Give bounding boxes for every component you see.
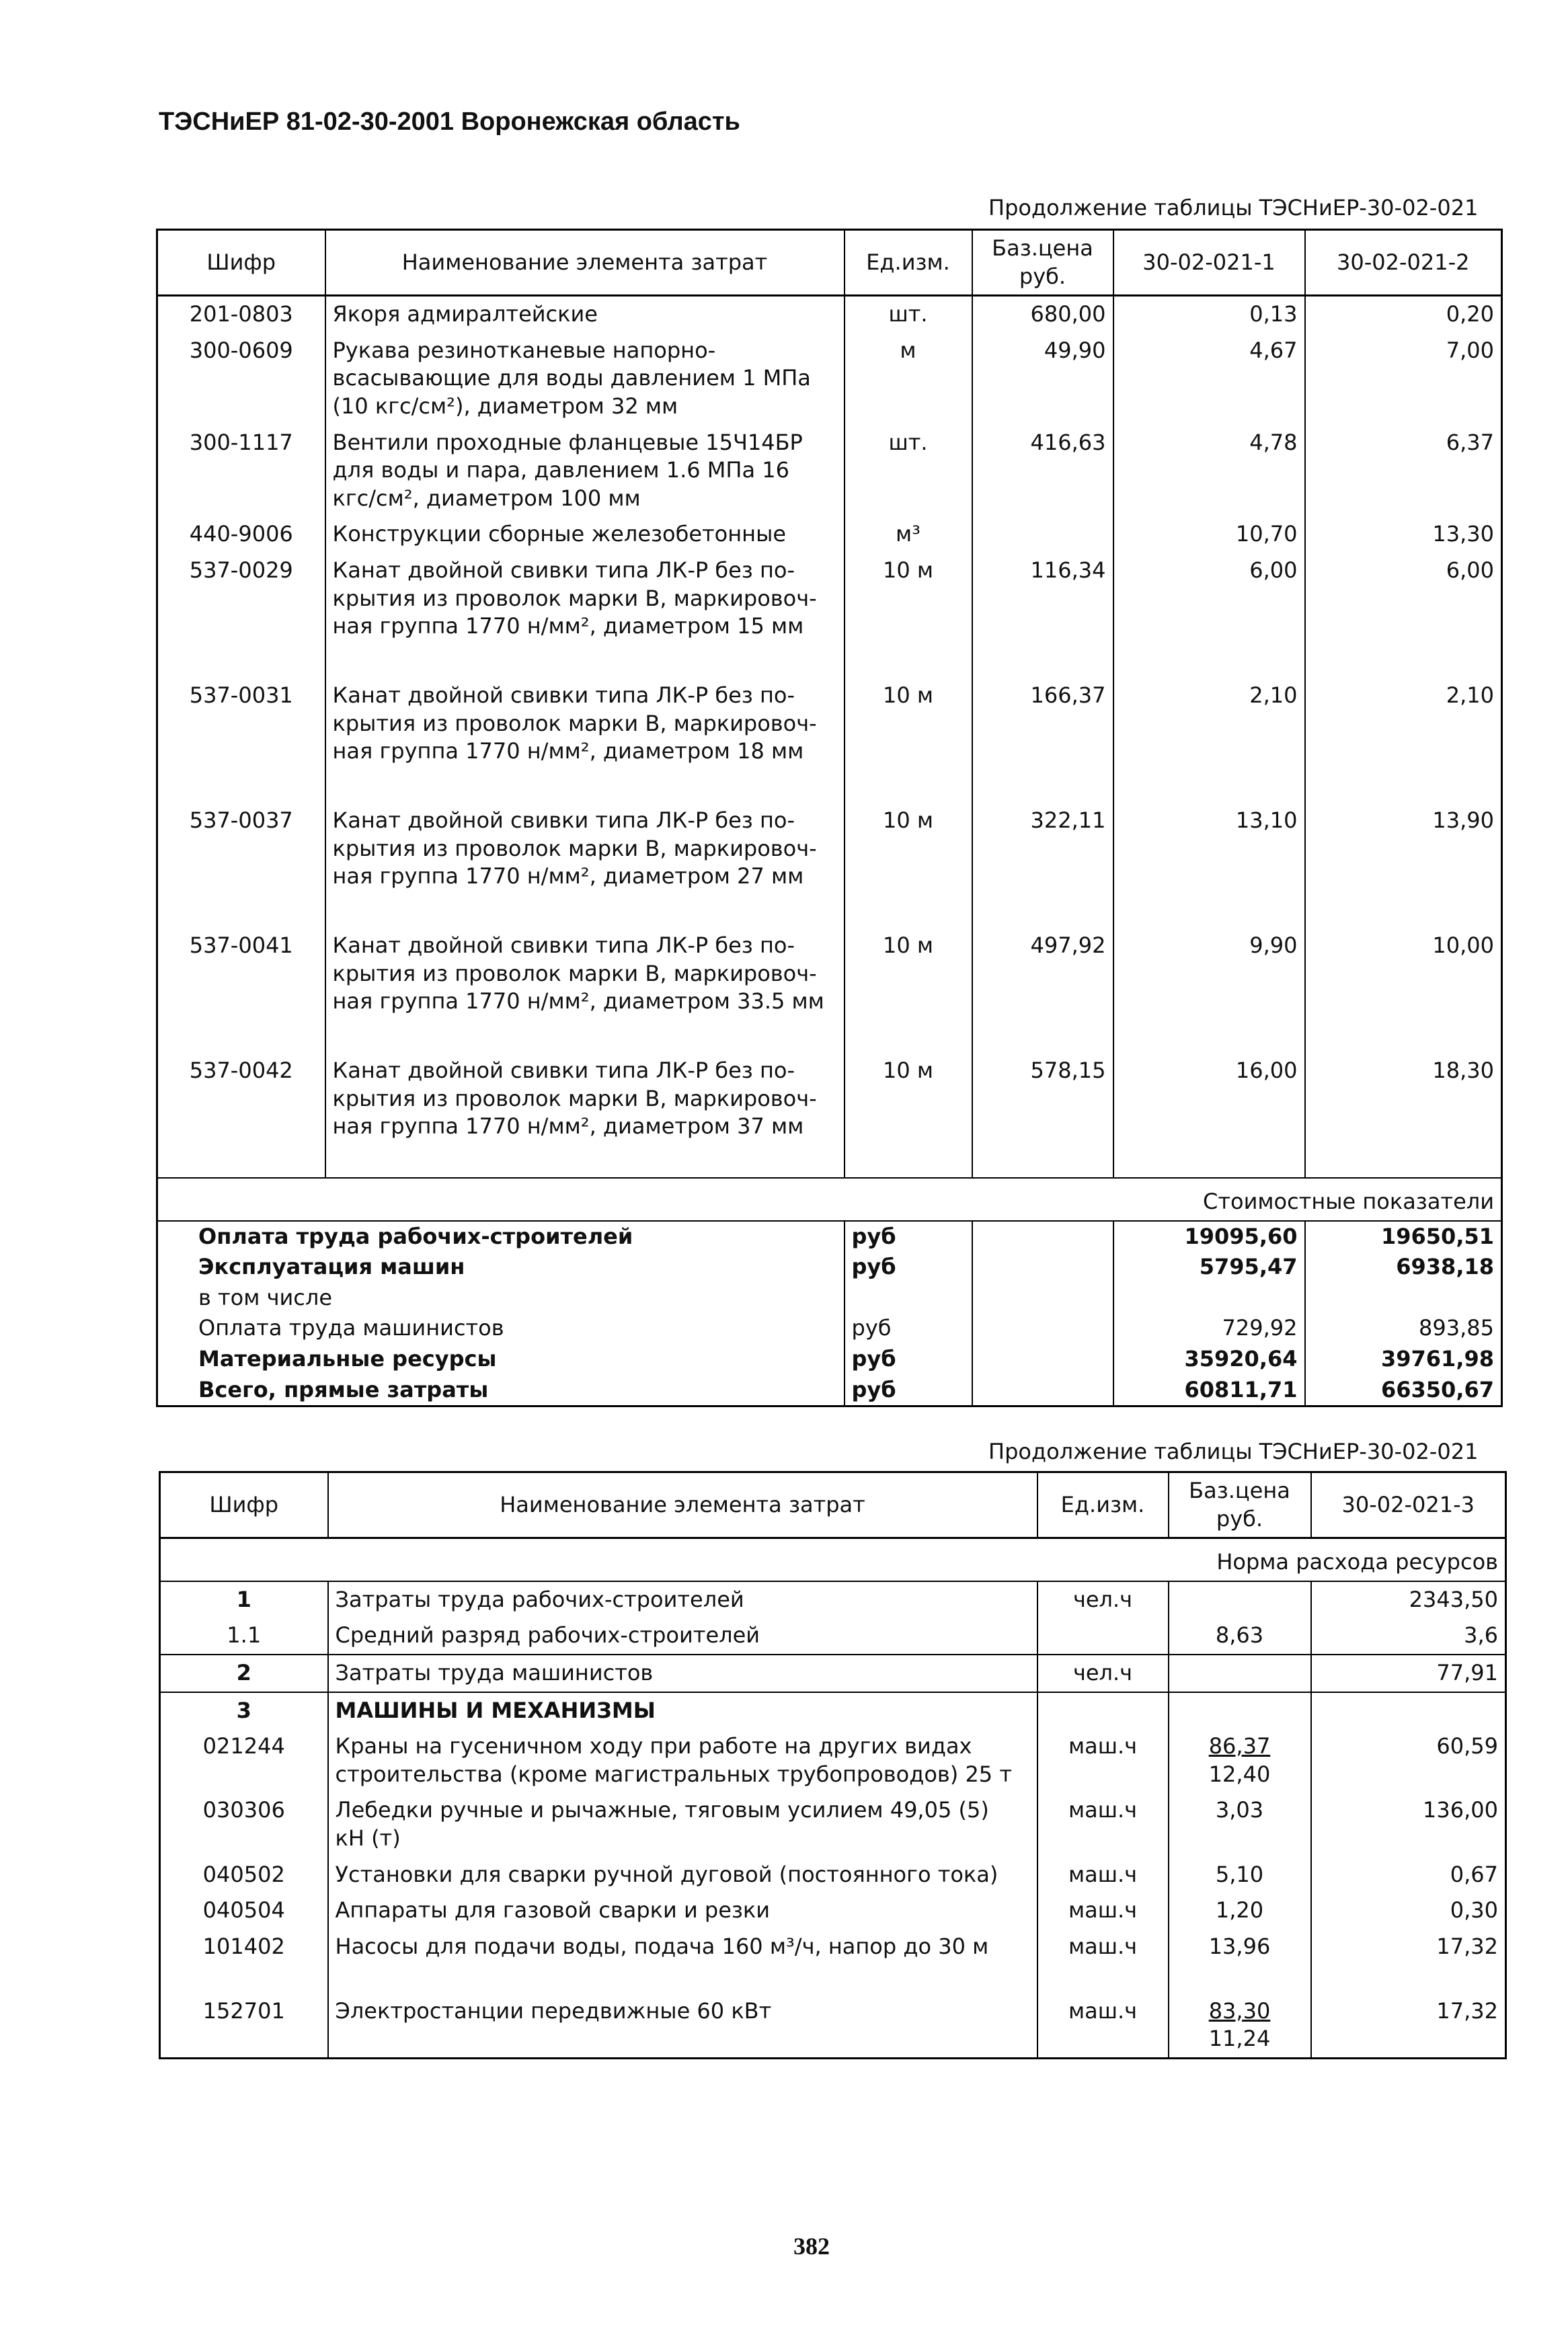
row-name: Насосы для подачи воды, подача 160 м³/ч, напор до 30 м bbox=[328, 1929, 1037, 1993]
row-name: Аппараты для газовой сварки и резки bbox=[328, 1893, 1037, 1929]
row-price: 116,34 bbox=[972, 553, 1113, 678]
row-value-1: 16,00 bbox=[1113, 1053, 1305, 1178]
table-row bbox=[160, 1618, 1506, 1655]
row-name: Конструкции сборные железобетонные bbox=[325, 516, 845, 553]
row-name: Вентили проходные фланцевые 15Ч14БР для воды и пара, давлением 1.6 МПа 16 кгс/см², диаметром 100 мм bbox=[325, 425, 845, 517]
row-name: Рукава резинотканевые напорно- всасывающие для воды давлением 1 МПа (10 кгс/см²), диаметром 32 мм bbox=[325, 333, 845, 425]
row-unit: 10 м bbox=[845, 678, 972, 803]
row-price bbox=[1169, 1729, 1311, 1792]
table-row bbox=[157, 928, 1502, 1053]
price-primary: 86,37 bbox=[1208, 1733, 1271, 1759]
summary-unit: руб bbox=[845, 1221, 972, 1253]
price-primary: 1,20 bbox=[1215, 1897, 1264, 1923]
resource-table-2 bbox=[159, 1471, 1507, 2059]
row-name: Затраты труда машинистов bbox=[328, 1655, 1037, 1692]
summary-label: Эксплуатация машин bbox=[198, 1254, 465, 1280]
row-value-2: 18,30 bbox=[1305, 1053, 1502, 1178]
summary-row bbox=[157, 1344, 1502, 1375]
row-code: 300-1117 bbox=[157, 425, 325, 517]
row-price bbox=[1169, 1618, 1311, 1655]
price-primary: 5,10 bbox=[1215, 1861, 1264, 1887]
summary-value-2 bbox=[1305, 1283, 1502, 1314]
summary-unit: руб bbox=[845, 1252, 972, 1283]
table-row bbox=[157, 296, 1502, 333]
col-header: 30-02-021-2 bbox=[1305, 230, 1502, 296]
table-row bbox=[160, 1893, 1506, 1929]
summary-empty bbox=[972, 1344, 1113, 1375]
row-value-1: 0,13 bbox=[1113, 296, 1305, 333]
summary-value-1: 60811,71 bbox=[1113, 1375, 1305, 1406]
row-name: Затраты труда рабочих-строителей bbox=[328, 1581, 1037, 1618]
row-code: 537-0042 bbox=[157, 1053, 325, 1178]
row-value-2: 13,90 bbox=[1305, 803, 1502, 928]
summary-value-2: 66350,67 bbox=[1305, 1375, 1502, 1406]
summary-row bbox=[157, 1375, 1502, 1406]
row-value-2: 0,20 bbox=[1305, 296, 1502, 333]
row-name: Лебедки ручные и рычажные, тяговым усилием 49,05 (5) кН (т) bbox=[328, 1792, 1037, 1856]
row-name: Средний разряд рабочих-строителей bbox=[328, 1618, 1037, 1655]
row-name: Канат двойной свивки типа ЛК-Р без по- крытия из проволок марки В, маркировоч- ная группа 1770 н/мм², диаметром 37 мм bbox=[325, 1053, 845, 1178]
row-code: 021244 bbox=[160, 1729, 328, 1792]
row-price: 49,90 bbox=[972, 333, 1113, 425]
summary-row bbox=[157, 1283, 1502, 1314]
col-header: 30-02-021-3 bbox=[1311, 1472, 1506, 1538]
row-code: 440-9006 bbox=[157, 516, 325, 553]
row-value: 2343,50 bbox=[1311, 1581, 1506, 1618]
row-value-1: 4,78 bbox=[1113, 425, 1305, 517]
summary-label: Всего, прямые затраты bbox=[198, 1376, 489, 1402]
col-header: Баз.цена руб. bbox=[1169, 1472, 1311, 1538]
price-primary: 13,96 bbox=[1208, 1933, 1271, 1959]
col-header: Баз.цена руб. bbox=[972, 230, 1113, 296]
row-value-2: 10,00 bbox=[1305, 928, 1502, 1053]
row-value-1: 9,90 bbox=[1113, 928, 1305, 1053]
summary-empty bbox=[972, 1313, 1113, 1344]
row-name: Канат двойной свивки типа ЛК-Р без по- крытия из проволок марки В, маркировоч- ная группа 1770 н/мм², диаметром 18 мм bbox=[325, 678, 845, 803]
summary-value-2: 6938,18 bbox=[1305, 1252, 1502, 1283]
summary-heading-row bbox=[157, 1178, 1502, 1221]
table-row bbox=[160, 1692, 1506, 1729]
row-name: Якоря адмиралтейские bbox=[325, 296, 845, 333]
row-price: 680,00 bbox=[972, 296, 1113, 333]
row-code: 2 bbox=[160, 1655, 328, 1692]
page-title: ТЭСНиЕР 81-02-30-2001 Воронежская область bbox=[159, 108, 740, 136]
page-number: 382 bbox=[793, 2233, 830, 2260]
row-unit: шт. bbox=[845, 296, 972, 333]
table-row bbox=[160, 1857, 1506, 1893]
row-code: 1.1 bbox=[160, 1618, 328, 1655]
row-price bbox=[972, 516, 1113, 553]
row-name: Электростанции передвижные 60 кВт bbox=[328, 1993, 1037, 2059]
row-unit: чел.ч bbox=[1037, 1581, 1169, 1618]
summary-empty bbox=[972, 1252, 1113, 1283]
row-code: 030306 bbox=[160, 1792, 328, 1856]
row-unit: маш.ч bbox=[1037, 1929, 1169, 1993]
col-header: Наименование элемента затрат bbox=[328, 1472, 1037, 1538]
table-header-row bbox=[157, 230, 1502, 296]
table-header-row bbox=[160, 1472, 1506, 1538]
row-unit: маш.ч bbox=[1037, 1993, 1169, 2059]
row-name: Канат двойной свивки типа ЛК-Р без по- крытия из проволок марки В, маркировоч- ная группа 1770 н/мм², диаметром 15 мм bbox=[325, 553, 845, 678]
summary-row bbox=[157, 1313, 1502, 1344]
row-value: 60,59 bbox=[1311, 1729, 1506, 1792]
row-price: 497,92 bbox=[972, 928, 1113, 1053]
row-name: Установки для сварки ручной дуговой (постоянного тока) bbox=[328, 1857, 1037, 1893]
row-value-2: 6,00 bbox=[1305, 553, 1502, 678]
row-value: 17,32 bbox=[1311, 1993, 1506, 2059]
summary-value-1: 5795,47 bbox=[1113, 1252, 1305, 1283]
row-price: 166,37 bbox=[972, 678, 1113, 803]
table-row bbox=[157, 678, 1502, 803]
summary-unit: руб bbox=[845, 1313, 972, 1344]
summary-value-1: 35920,64 bbox=[1113, 1344, 1305, 1375]
row-value: 136,00 bbox=[1311, 1792, 1506, 1856]
row-code: 040504 bbox=[160, 1893, 328, 1929]
row-price: 322,11 bbox=[972, 803, 1113, 928]
row-unit: м bbox=[845, 333, 972, 425]
row-code: 201-0803 bbox=[157, 296, 325, 333]
row-value-1: 6,00 bbox=[1113, 553, 1305, 678]
row-unit: маш.ч bbox=[1037, 1893, 1169, 1929]
row-code: 3 bbox=[160, 1692, 328, 1729]
col-header: 30-02-021-1 bbox=[1113, 230, 1305, 296]
summary-value-2: 39761,98 bbox=[1305, 1344, 1502, 1375]
row-value bbox=[1311, 1692, 1506, 1729]
col-header: Шифр bbox=[160, 1472, 328, 1538]
summary-row bbox=[157, 1221, 1502, 1253]
row-value: 17,32 bbox=[1311, 1929, 1506, 1993]
row-price: 416,63 bbox=[972, 425, 1113, 517]
table-row bbox=[160, 1929, 1506, 1993]
summary-empty bbox=[972, 1283, 1113, 1314]
row-unit: шт. bbox=[845, 425, 972, 517]
row-code: 1 bbox=[160, 1581, 328, 1618]
row-name: Краны на гусеничном ходу при работе на других видах строительства (кроме магистральных трубопроводов) 25 т bbox=[328, 1729, 1037, 1792]
price-primary: 3,03 bbox=[1215, 1797, 1264, 1823]
row-value-2: 2,10 bbox=[1305, 678, 1502, 803]
row-value-1: 13,10 bbox=[1113, 803, 1305, 928]
summary-label: в том числе bbox=[198, 1284, 332, 1310]
row-value: 77,91 bbox=[1311, 1655, 1506, 1692]
norm-heading-row bbox=[160, 1538, 1506, 1581]
row-code: 152701 bbox=[160, 1993, 328, 2059]
summary-value-1: 729,92 bbox=[1113, 1313, 1305, 1344]
table1-continuation-note: Продолжение таблицы ТЭСНиЕР-30-02-021 bbox=[988, 195, 1479, 221]
row-unit: 10 м bbox=[845, 1053, 972, 1178]
row-unit: 10 м bbox=[845, 553, 972, 678]
table-row bbox=[160, 1729, 1506, 1792]
table-row bbox=[157, 425, 1502, 517]
row-unit: маш.ч bbox=[1037, 1792, 1169, 1856]
row-unit: 10 м bbox=[845, 803, 972, 928]
row-price bbox=[1169, 1692, 1311, 1729]
table-row bbox=[157, 553, 1502, 678]
row-value-1: 10,70 bbox=[1113, 516, 1305, 553]
row-value: 0,30 bbox=[1311, 1893, 1506, 1929]
summary-unit bbox=[845, 1283, 972, 1314]
col-header: Ед.изм. bbox=[845, 230, 972, 296]
row-name: Канат двойной свивки типа ЛК-Р без по- крытия из проволок марки В, маркировоч- ная группа 1770 н/мм², диаметром 33.5 мм bbox=[325, 928, 845, 1053]
row-code: 537-0037 bbox=[157, 803, 325, 928]
table-row bbox=[160, 1655, 1506, 1692]
summary-value-2: 19650,51 bbox=[1305, 1221, 1502, 1253]
summary-label: Материальные ресурсы bbox=[198, 1345, 497, 1372]
row-unit bbox=[1037, 1618, 1169, 1655]
row-price bbox=[1169, 1993, 1311, 2059]
table-row bbox=[160, 1581, 1506, 1618]
price-primary: 8,63 bbox=[1215, 1622, 1264, 1649]
table-row bbox=[157, 516, 1502, 553]
summary-row bbox=[157, 1252, 1502, 1283]
row-name: Канат двойной свивки типа ЛК-Р без по- крытия из проволок марки В, маркировоч- ная группа 1770 н/мм², диаметром 27 мм bbox=[325, 803, 845, 928]
row-price bbox=[1169, 1893, 1311, 1929]
summary-value-1 bbox=[1113, 1283, 1305, 1314]
summary-empty bbox=[972, 1221, 1113, 1253]
col-header: Ед.изм. bbox=[1037, 1472, 1169, 1538]
row-code: 101402 bbox=[160, 1929, 328, 1993]
row-unit bbox=[1037, 1692, 1169, 1729]
row-value-2: 7,00 bbox=[1305, 333, 1502, 425]
table-row bbox=[157, 1053, 1502, 1178]
summary-label: Оплата труда рабочих-строителей bbox=[198, 1223, 633, 1249]
row-price bbox=[1169, 1857, 1311, 1893]
summary-value-1: 19095,60 bbox=[1113, 1221, 1305, 1253]
row-unit: маш.ч bbox=[1037, 1729, 1169, 1792]
table2-continuation-note: Продолжение таблицы ТЭСНиЕР-30-02-021 bbox=[988, 1439, 1479, 1464]
summary-unit: руб bbox=[845, 1375, 972, 1406]
col-header: Шифр bbox=[157, 230, 325, 296]
row-value-1: 4,67 bbox=[1113, 333, 1305, 425]
row-unit: чел.ч bbox=[1037, 1655, 1169, 1692]
row-unit: м³ bbox=[845, 516, 972, 553]
row-value-2: 6,37 bbox=[1305, 425, 1502, 517]
row-value: 3,6 bbox=[1311, 1618, 1506, 1655]
norm-heading: Норма расхода ресурсов bbox=[160, 1538, 1506, 1581]
row-unit: 10 м bbox=[845, 928, 972, 1053]
row-code: 040502 bbox=[160, 1857, 328, 1893]
row-code: 537-0029 bbox=[157, 553, 325, 678]
price-secondary: 11,24 bbox=[1208, 2026, 1271, 2052]
summary-label: Оплата труда машинистов bbox=[198, 1315, 504, 1341]
row-value: 0,67 bbox=[1311, 1857, 1506, 1893]
row-code: 300-0609 bbox=[157, 333, 325, 425]
row-code: 537-0031 bbox=[157, 678, 325, 803]
price-secondary: 12,40 bbox=[1208, 1761, 1271, 1787]
table-row bbox=[157, 803, 1502, 928]
row-value-2: 13,30 bbox=[1305, 516, 1502, 553]
summary-unit: руб bbox=[845, 1344, 972, 1375]
row-price bbox=[1169, 1655, 1311, 1692]
row-value-1: 2,10 bbox=[1113, 678, 1305, 803]
row-price bbox=[1169, 1929, 1311, 1993]
summary-empty bbox=[972, 1375, 1113, 1406]
row-unit: маш.ч bbox=[1037, 1857, 1169, 1893]
row-code: 537-0041 bbox=[157, 928, 325, 1053]
summary-value-2: 893,85 bbox=[1305, 1313, 1502, 1344]
col-header: Наименование элемента затрат bbox=[325, 230, 845, 296]
table-row bbox=[157, 333, 1502, 425]
row-price bbox=[1169, 1792, 1311, 1856]
summary-heading: Стоимостные показатели bbox=[157, 1178, 1502, 1221]
table-row bbox=[160, 1792, 1506, 1856]
row-name: МАШИНЫ И МЕХАНИЗМЫ bbox=[328, 1692, 1037, 1729]
row-price bbox=[1169, 1581, 1311, 1618]
row-price: 578,15 bbox=[972, 1053, 1113, 1178]
resource-table-1 bbox=[156, 229, 1503, 1407]
price-primary: 83,30 bbox=[1208, 1997, 1271, 2024]
table-row bbox=[160, 1993, 1506, 2059]
